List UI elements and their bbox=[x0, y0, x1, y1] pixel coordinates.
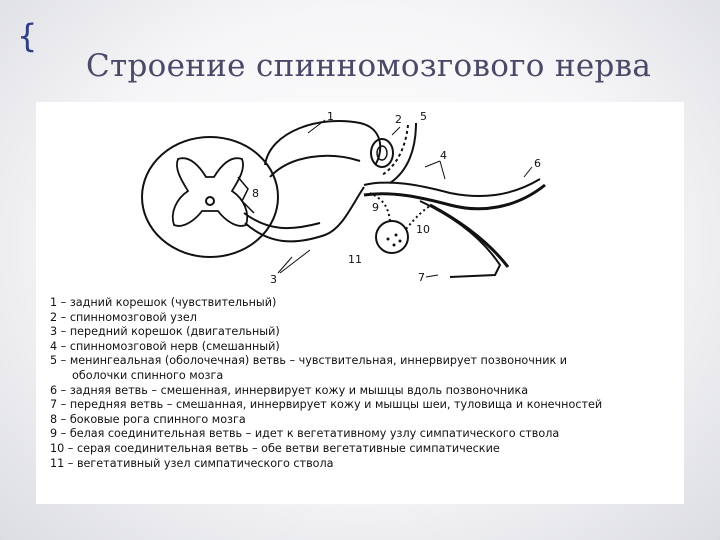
diagram-label-6: 6 bbox=[534, 157, 541, 170]
legend-item: 7 – передняя ветвь – смешанная, иннервирует кожу и мышцы шеи, туловища и конечностей bbox=[50, 398, 603, 412]
legend-item: 9 – белая соединительная ветвь – идет к вегетативному узлу симпатического ствола bbox=[50, 427, 560, 441]
ventral-root bbox=[245, 187, 364, 241]
diagram-label-10: 10 bbox=[416, 223, 430, 236]
diagram-label-2: 2 bbox=[395, 113, 402, 126]
legend-item: 1 – задний корешок (чувствительный) bbox=[50, 296, 277, 309]
diagram-label-8: 8 bbox=[252, 187, 259, 200]
slide-title: Строение спинномозгового нерва bbox=[86, 48, 652, 84]
diagram-label-4: 4 bbox=[440, 149, 447, 162]
spinal-ganglion bbox=[371, 139, 393, 167]
legend-item: 2 – спинномозговой узел bbox=[50, 310, 197, 324]
legend-item: 5 – менингеальная (оболочечная) ветвь – чувствительная, иннервирует позвоночник и bbox=[50, 354, 568, 368]
diagram-label-1: 1 bbox=[327, 110, 334, 123]
legend-item: 8 – боковые рога спинного мозга bbox=[50, 412, 246, 426]
diagram-label-3: 3 bbox=[270, 273, 277, 286]
legend-item-continuation: оболочки спинного мозга bbox=[72, 368, 224, 382]
slide-bracket-ornament: { bbox=[17, 17, 38, 55]
dorsal-root bbox=[265, 121, 380, 165]
grey-matter bbox=[173, 158, 247, 226]
diagram-label-9: 9 bbox=[372, 201, 379, 214]
spinal-nerve-diagram bbox=[120, 105, 570, 295]
legend-item: 3 – передний корешок (двигательный) bbox=[50, 325, 280, 339]
legend-item: 6 – задняя ветвь – смешенная, иннервирует кожу и мышцы вдоль позвоночника bbox=[50, 383, 529, 397]
sympathetic-ganglion bbox=[376, 221, 408, 253]
diagram-label-7: 7 bbox=[418, 271, 425, 284]
legend-item: 4 – спинномозговой нерв (смешанный) bbox=[50, 339, 280, 353]
legend-list bbox=[50, 296, 690, 471]
legend-item: 10 – серая соединительная ветвь – обе ветви вегетативные симпатические bbox=[50, 441, 500, 455]
anterior-branch bbox=[420, 201, 500, 277]
legend-item: 11 – вегетативный узел симпатического ствола bbox=[50, 456, 334, 470]
diagram-label-11: 11 bbox=[348, 253, 362, 266]
diagram-label-5: 5 bbox=[420, 110, 427, 123]
central-canal bbox=[206, 197, 214, 205]
